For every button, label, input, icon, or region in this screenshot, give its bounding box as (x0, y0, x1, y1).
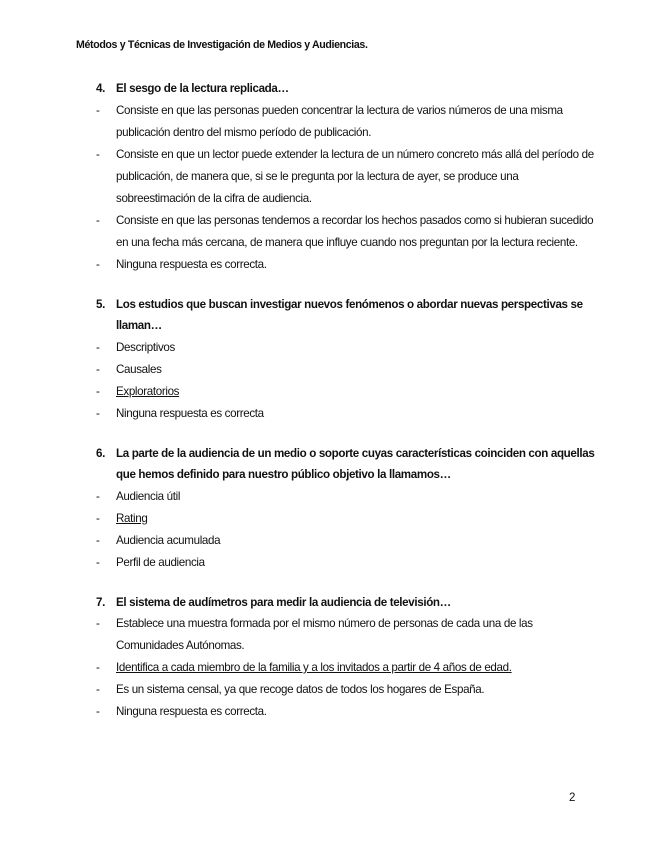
option-dash: - (96, 661, 100, 674)
page-number: 2 (569, 792, 576, 804)
question-title (96, 443, 596, 486)
question-title (96, 294, 596, 337)
option-text: Ninguna respuesta es correcta. (116, 705, 267, 718)
question-6 (96, 443, 596, 574)
question-4 (96, 78, 596, 276)
option-dash: - (96, 617, 100, 630)
question-text: La parte de la audiencia de un medio o soporte cuyas características coinciden con aquellas que hemos definido para nuestro público objetivo la llamamos… (116, 446, 595, 481)
page-header-title: Métodos y Técnicas de Investigación de Medios y Audiencias. (76, 39, 368, 51)
option-text: Consiste en que las personas tendemos a recordar los hechos pasados como si hubieran sucedido en una fecha más cercana, de manera que influye cuando nos preguntan por la lectura reciente. (116, 213, 594, 249)
question-title (96, 78, 596, 100)
option-dash: - (96, 340, 100, 354)
question-number: 7. (96, 595, 105, 609)
question-text: Los estudios que buscan investigar nuevos fenómenos o abordar nuevas perspectivas se llaman… (116, 297, 583, 332)
option-dash: - (96, 533, 100, 547)
option-text: Ninguna respuesta es correcta (116, 406, 264, 420)
option-dash: - (96, 362, 100, 376)
question-text: El sistema de audímetros para medir la audiencia de televisión… (116, 595, 451, 609)
answer-option (96, 701, 596, 723)
answer-option (96, 530, 596, 552)
option-dash: - (96, 406, 100, 420)
option-dash: - (96, 683, 100, 696)
option-dash: - (96, 555, 100, 569)
option-text: Consiste en que un lector puede extender la lectura de un número concreto más allá del período de publicación, de manera que, si se le pregunta por la lectura de ayer, se produce una sobreestimación de la cifra de audiencia. (116, 147, 594, 205)
answer-option-correct (96, 508, 596, 530)
question-number: 6. (96, 446, 105, 460)
questions-list (96, 78, 596, 741)
answer-option-correct (96, 381, 596, 403)
option-text: Establece una muestra formada por el mismo número de personas de cada una de las Comunidades Autónomas. (116, 617, 533, 652)
answer-option (96, 486, 596, 508)
answer-option-correct (96, 657, 596, 679)
answer-option (96, 100, 596, 144)
answer-option (96, 552, 596, 574)
answer-option (96, 613, 596, 657)
option-text: Exploratorios (116, 384, 180, 398)
option-dash: - (96, 257, 100, 271)
answer-option (96, 337, 596, 359)
answer-option (96, 679, 596, 701)
answer-option (96, 144, 596, 210)
option-dash: - (96, 213, 100, 227)
option-dash: - (96, 103, 100, 117)
option-text: Identifica a cada miembro de la familia y a los invitados a partir de 4 años de edad. (116, 661, 512, 674)
option-text: Rating (116, 511, 148, 525)
option-dash: - (96, 147, 100, 161)
option-text: Audiencia acumulada (116, 533, 221, 547)
option-dash: - (96, 384, 100, 398)
question-number: 5. (96, 297, 105, 311)
option-text: Causales (116, 362, 162, 376)
option-text: Consiste en que las personas pueden concentrar la lectura de varios números de una misma publicación dentro del mismo período de publicación. (116, 103, 563, 139)
question-7 (96, 592, 596, 724)
answer-option (96, 359, 596, 381)
question-text: El sesgo de la lectura replicada… (116, 82, 289, 95)
question-number: 4. (96, 82, 105, 95)
option-text: Perfil de audiencia (116, 555, 205, 569)
option-dash: - (96, 705, 100, 718)
option-text: Descriptivos (116, 340, 175, 354)
answer-option (96, 403, 596, 425)
option-text: Es un sistema censal, ya que recoge datos de todos los hogares de España. (116, 683, 485, 696)
question-title (96, 592, 596, 614)
option-text: Ninguna respuesta es correcta. (116, 257, 267, 271)
option-dash: - (96, 489, 100, 503)
option-text: Audiencia útil (116, 489, 181, 503)
answer-option (96, 254, 596, 276)
answer-option (96, 210, 596, 254)
question-5 (96, 294, 596, 425)
option-dash: - (96, 511, 100, 525)
